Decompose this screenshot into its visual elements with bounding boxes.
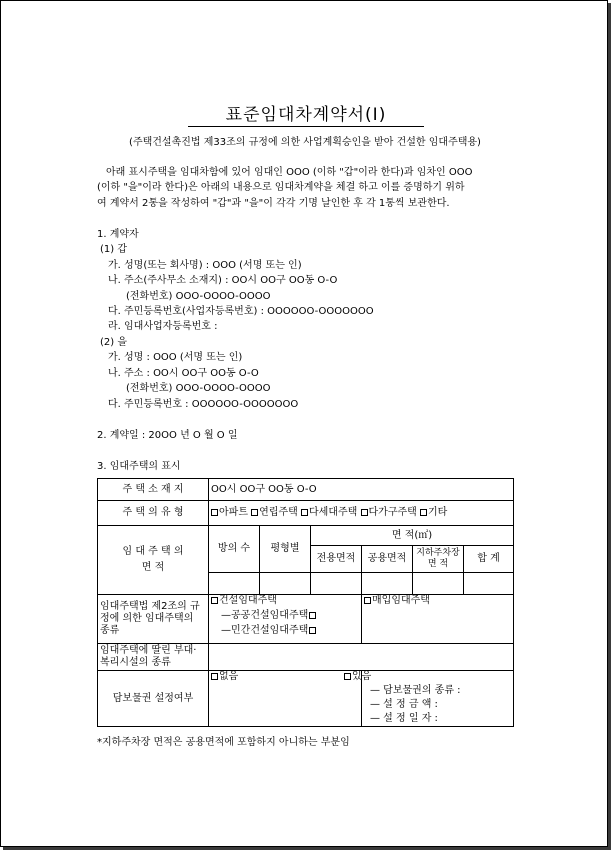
housing-type-row	[98, 501, 514, 526]
location-label: 주 택 소 재 지	[98, 479, 209, 501]
housing-type-options	[209, 501, 514, 526]
total-header: 합 계	[464, 546, 514, 573]
option-other[interactable]: 기타	[420, 507, 447, 518]
party-a-address: 나. 주소(주사무소 소재지) : OO시 OO구 OO동 O-O	[108, 275, 338, 286]
party-b-phone: (전화번호) OOO-OOOO-OOOO	[126, 383, 271, 394]
party-a-lessor-registration: 라. 임대사업자등록번호 :	[108, 321, 218, 332]
rental-kind-label: 임대주택법 제2조의 규정에 의한 임대주택의 종류	[98, 595, 209, 644]
mortgage-date: — 설 정 일 자 :	[370, 713, 438, 724]
mortgage-amount: — 설 정 금 액 :	[370, 699, 438, 710]
common-area-header: 공용면적	[362, 546, 413, 573]
rental-kind-built-cell	[209, 595, 362, 644]
checkbox-icon	[211, 673, 218, 680]
checkbox-icon	[420, 509, 427, 516]
option-multi-family[interactable]: 다가구주택	[361, 507, 417, 518]
parking-footnote: *지하주차장 면적은 공용면적에 포함하지 아니하는 부분임	[97, 737, 350, 748]
pyeong-cell[interactable]	[260, 573, 311, 595]
pyeong-header: 평형별	[260, 526, 311, 573]
mortgage-kind: — 담보물권의 종류 :	[370, 685, 461, 696]
option-built-rental[interactable]: 건설임대주택	[211, 595, 359, 607]
document-title: 표준임대차계약서(Ⅰ)	[188, 105, 424, 127]
mortgage-label: 담보물권 설정여부	[98, 671, 209, 727]
location-row	[98, 479, 514, 501]
checkbox-icon	[301, 509, 308, 516]
party-a-name: 가. 성명(또는 회사명) : OOO (서명 또는 인)	[108, 260, 302, 271]
welfare-row	[98, 644, 514, 671]
option-apartment[interactable]: 아파트	[211, 507, 248, 518]
intro-line-1: 아래 표시주택을 임대차함에 있어 임대인 OOO (이하 "갑"이라 한다)과 임차인 OOO	[106, 167, 473, 178]
area-header-row-1	[98, 526, 514, 546]
property-table	[97, 478, 514, 727]
option-multi-household[interactable]: 다세대주택	[301, 507, 357, 518]
mortgage-exists-cell	[352, 671, 514, 727]
parking-area-cell[interactable]	[413, 573, 464, 595]
checkbox-icon	[309, 612, 316, 619]
option-row-house[interactable]: 연립주택	[251, 507, 298, 518]
party-b-label: (2) 을	[100, 337, 128, 348]
option-mortgage-exists[interactable]: 있음	[344, 671, 491, 683]
exclusive-area-cell[interactable]	[311, 573, 362, 595]
area-label-line-2: 면 적	[141, 562, 165, 573]
checkbox-icon	[211, 597, 218, 604]
party-b-name: 가. 성명 : OOO (서명 또는 인)	[108, 352, 243, 363]
location-value: OO시 OO구 OO동 O-O	[209, 479, 514, 501]
parking-area-header: 지하주차장 면 적	[413, 546, 464, 573]
exclusive-area-header: 전용면적	[311, 546, 362, 573]
mortgage-row	[98, 671, 514, 727]
rental-kind-row	[98, 595, 514, 644]
checkbox-icon	[309, 627, 316, 634]
checkbox-icon	[361, 509, 368, 516]
intro-line-2: (이하 "을"이라 한다)은 아래의 내용으로 임대차계약을 체결 하고 이를 증명하기 위하	[97, 182, 465, 193]
housing-type-label: 주 택 의 유 형	[98, 501, 209, 526]
area-label-line-1: 임 대 주 택 의	[122, 546, 184, 557]
intro-line-3: 여 계약서 2통을 작성하여 "갑"과 "을"이 각각 기명 날인한 후 각 1통씩 보관한다.	[97, 198, 450, 209]
section-contractors-heading: 1. 계약자	[97, 229, 139, 240]
party-a-id-number: 다. 주민등록번호(사업자등록번호) : OOOOOO-OOOOOOO	[108, 306, 374, 317]
mortgage-none-cell	[209, 671, 362, 727]
party-a-phone: (전화번호) OOO-OOOO-OOOO	[126, 291, 271, 302]
section-property-heading: 3. 임대주택의 표시	[97, 461, 181, 472]
common-area-cell[interactable]	[362, 573, 413, 595]
option-mortgage-none[interactable]: 없음	[211, 671, 359, 683]
party-a-label: (1) 갑	[100, 244, 128, 255]
welfare-label: 임대주택에 딸린 부대·복리시설의 종류	[98, 644, 209, 671]
checkbox-icon	[211, 509, 218, 516]
rooms-cell[interactable]	[209, 573, 260, 595]
party-b-id-number: 다. 주민등록번호 : OOOOOO-OOOOOOO	[108, 399, 299, 410]
option-public-built[interactable]: —공공건설임대주택	[211, 607, 359, 622]
option-purchase-rental[interactable]: 매입임대주택	[364, 595, 511, 607]
rental-kind-purchase-cell	[362, 595, 514, 644]
checkbox-icon	[364, 597, 371, 604]
welfare-value[interactable]	[209, 644, 514, 671]
checkbox-icon	[344, 673, 351, 680]
checkbox-icon	[251, 509, 258, 516]
contract-date: 2. 계약일 : 20OO 년 O 월 O 일	[97, 430, 238, 441]
total-cell[interactable]	[464, 573, 514, 595]
party-b-address: 나. 주소 : OO시 OO구 OO동 O-O	[108, 368, 259, 379]
area-label	[98, 526, 209, 595]
rooms-header: 방의 수	[209, 526, 260, 573]
document-subtitle: (주택건설촉진법 제33조의 규정에 의한 사업계획승인을 받아 건설한 임대주택용)	[129, 137, 481, 148]
option-private-built[interactable]: —민간건설임대주택	[211, 622, 359, 637]
area-m2-header: 면 적(㎡)	[311, 526, 514, 546]
